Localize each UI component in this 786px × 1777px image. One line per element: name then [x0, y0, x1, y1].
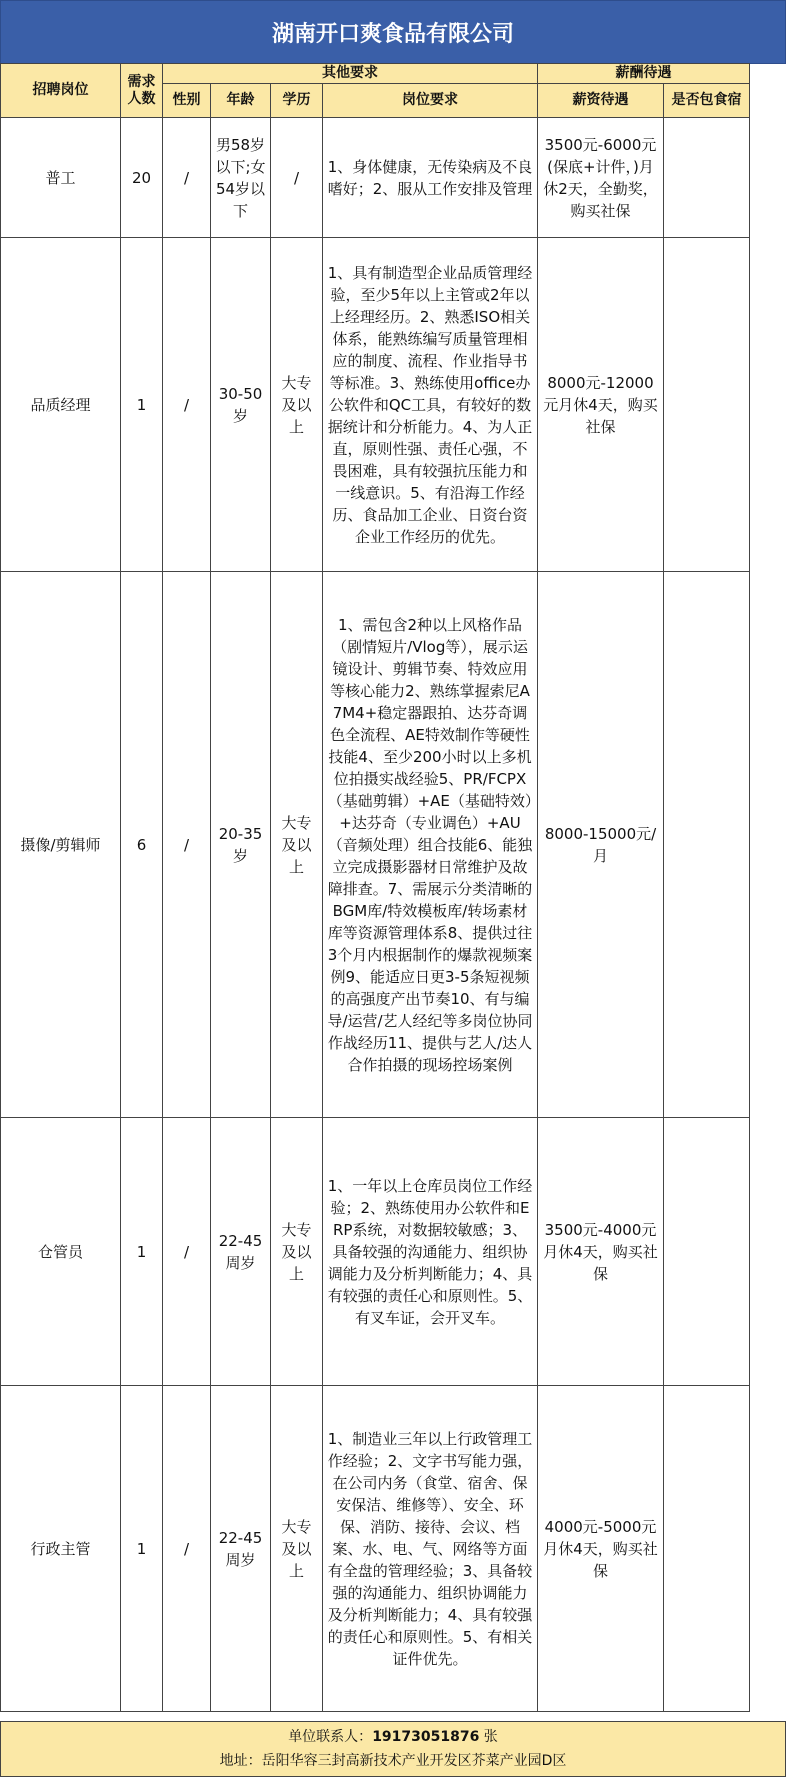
cell-count: 20 [121, 118, 163, 238]
table-row [1, 1118, 750, 1386]
cell-education: / [271, 118, 323, 238]
header-education: 学历 [271, 84, 323, 118]
cell-board [664, 1118, 750, 1386]
header-gender: 性别 [163, 84, 211, 118]
cell-salary: 4000元-5000元月休4天，购买社保 [538, 1386, 664, 1712]
cell-salary: 8000-15000元/月 [538, 572, 664, 1118]
cell-age: 20-35岁 [211, 572, 271, 1118]
header-row-top [1, 64, 750, 84]
cell-position: 行政主管 [1, 1386, 121, 1712]
cell-requirements: 1、具有制造型企业品质管理经验，至少5年以上主管或2年以上经理经历。2、熟悉ISO相关体系，能熟练编写质量管理相应的制度、流程、作业指导书等标准。3、熟练使用office办公软件和QC工具，有较好的数据统计和分析能力。4、为人正直，原则性强、责任心强，不畏困难，具有较强抗压能力和一线意识。5、有沿海工作经历、食品加工企业、日资台资企业工作经历的优先。 [323, 238, 538, 572]
cell-age: 男58岁以下;女54岁以下 [211, 118, 271, 238]
header-other: 其他要求 [163, 64, 538, 84]
cell-requirements: 1、一年以上仓库员岗位工作经验；2、熟练使用办公软件和ERP系统，对数据较敏感；3、具备较强的沟通能力、组织协调能力及分析判断能力；4、具有较强的责任心和原则性。5、有叉车证，会开叉车。 [323, 1118, 538, 1386]
cell-education: 大专及以上 [271, 1386, 323, 1712]
header-board: 是否包食宿 [664, 84, 750, 118]
cell-education: 大专及以上 [271, 238, 323, 572]
cell-board [664, 118, 750, 238]
cell-count: 6 [121, 572, 163, 1118]
contact-label: 单位联系人： [288, 1729, 373, 1745]
cell-requirements: 1、需包含2种以上风格作品（剧情短片/Vlog等），展示运镜设计、剪辑节奏、特效应用等核心能力2、熟练掌握索尼A7M4+稳定器跟拍、达芬奇调色全流程、AE特效制作等硬性技能4、至少200小时以上多机位拍摄实战经验5、PR/FCPX（基础剪辑）+AE（基础特效）+达芬奇（专业调色）+AU（音频处理）组合技能6、能独立完成摄影器材日常维护及故障排查。7、需展示分类清晰的BGM库/特效模板库/转场素材库等资源管理体系8、提供过往3个月内根据制作的爆款视频案例9、能适应日更3-5条短视频的高强度产出节奏10、有与编导/运营/艺人经纪等多岗位协同作战经历11、提供与艺人/达人合作拍摄的现场控场案例 [323, 572, 538, 1118]
cell-age: 22-45周岁 [211, 1118, 271, 1386]
cell-position: 仓管员 [1, 1118, 121, 1386]
cell-age: 22-45周岁 [211, 1386, 271, 1712]
header-pay-group: 薪酬待遇 [538, 64, 750, 84]
cell-gender: / [163, 572, 211, 1118]
table-row [1, 572, 750, 1118]
cell-board [664, 1386, 750, 1712]
cell-gender: / [163, 118, 211, 238]
cell-position: 品质经理 [1, 238, 121, 572]
contact-footer [0, 1721, 786, 1777]
cell-count: 1 [121, 1118, 163, 1386]
cell-gender: / [163, 238, 211, 572]
job-table [0, 63, 750, 1712]
cell-gender: / [163, 1118, 211, 1386]
cell-salary: 3500元-4000元月休4天，购买社保 [538, 1118, 664, 1386]
cell-salary: 3500元-6000元(保底+计件，)月休2天，全勤奖，购买社保 [538, 118, 664, 238]
cell-board [664, 238, 750, 572]
cell-salary: 8000元-12000元月休4天，购买社保 [538, 238, 664, 572]
cell-board [664, 572, 750, 1118]
contact-phone: 19173051876 [372, 1729, 480, 1745]
header-age: 年龄 [211, 84, 271, 118]
table-row [1, 1386, 750, 1712]
cell-count: 1 [121, 238, 163, 572]
header-count: 需求人数 [121, 64, 163, 118]
cell-count: 1 [121, 1386, 163, 1712]
cell-age: 30-50岁 [211, 238, 271, 572]
header-salary: 薪资待遇 [538, 84, 664, 118]
cell-requirements: 1、身体健康，无传染病及不良嗜好；2、服从工作安排及管理 [323, 118, 538, 238]
cell-education: 大专及以上 [271, 1118, 323, 1386]
cell-position: 普工 [1, 118, 121, 238]
header-requirements: 岗位要求 [323, 84, 538, 118]
cell-position: 摄像/剪辑师 [1, 572, 121, 1118]
cell-requirements: 1、制造业三年以上行政管理工作经验；2、文字书写能力强，在公司内务（食堂、宿舍、保安保洁、维修等）、安全、环保、消防、接待、会议、档案、水、电、气、网络等方面有全盘的管理经验；3、具备较强的沟通能力、组织协调能力及分析判断能力；4、具有较强的责任心和原则性。5、有相关证件优先。 [323, 1386, 538, 1712]
cell-gender: / [163, 1386, 211, 1712]
table-row [1, 238, 750, 572]
address-line: 地址：岳阳华容三封高新技术产业开发区芥菜产业园D区 [219, 1753, 567, 1769]
contact-name: 张 [479, 1729, 498, 1745]
table-row [1, 118, 750, 238]
contact-line [288, 1725, 498, 1749]
cell-education: 大专及以上 [271, 572, 323, 1118]
company-title: 湖南开口爽食品有限公司 [0, 0, 786, 64]
header-position: 招聘岗位 [1, 64, 121, 118]
